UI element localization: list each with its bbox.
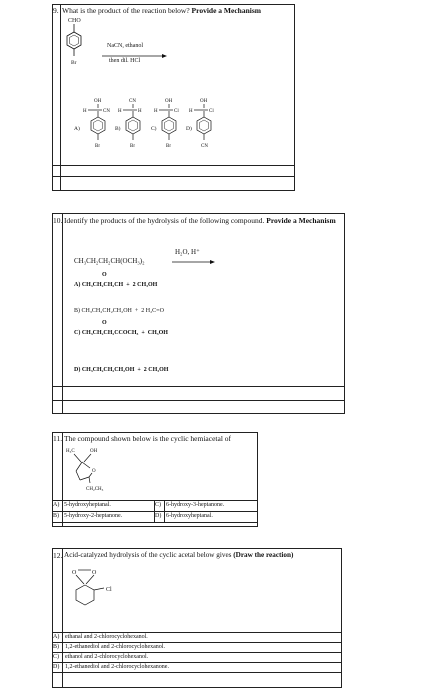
q11-col-line-a — [62, 500, 63, 522]
q9-instruction: Provide a Mechanism — [191, 6, 261, 15]
q12-row-line-2 — [52, 642, 342, 643]
q12-option-text[interactable]: ethanol and 2-chlorocyclohexanol. — [65, 654, 149, 660]
q9-option-top-group: OH — [165, 99, 173, 104]
q12-number: 12. — [53, 551, 63, 560]
q10-row-line-2 — [52, 400, 345, 401]
q11-oh-label: OH — [90, 449, 98, 454]
q10-num-divider — [62, 213, 63, 414]
q10-option-carbonyl-o: O — [102, 320, 107, 326]
q10-reactant: CH₃CH₂CH₂CH(OCH₃)₂ — [74, 257, 145, 265]
q9-option-right-group: H — [138, 109, 142, 114]
q9-option-structure — [178, 95, 228, 165]
q11-ethyl-label: CH₂CH₃ — [86, 487, 104, 492]
q9-option-left-group: H — [118, 109, 122, 114]
q11-option-letter[interactable]: C) — [155, 502, 161, 508]
q12-cl-label: Cl — [106, 587, 112, 593]
q12-question — [64, 551, 293, 560]
q10-number: 10. — [53, 216, 63, 225]
q12-instruction: (Draw the reaction) — [233, 551, 294, 559]
q9-option-right-group: Cl — [209, 109, 214, 114]
q9-option-para-group: CN — [201, 144, 208, 149]
q11-option-letter[interactable]: B) — [53, 513, 59, 519]
q10-option-carbonyl-o: O — [102, 272, 107, 278]
q9-option-benzene-ring — [197, 117, 211, 134]
q9-option-benzene-ring — [162, 117, 176, 134]
q11-option-letter[interactable]: D) — [155, 513, 162, 519]
q9-option-left-group: H — [189, 109, 193, 114]
q9-option-top-group: OH — [200, 99, 208, 104]
q11-hemiacetal-structure — [62, 444, 142, 494]
q11-question: The compound shown below is the cyclic hemiacetal of — [64, 434, 232, 443]
q11-number: 11. — [53, 434, 63, 443]
q12-option-letter[interactable]: C) — [53, 654, 59, 660]
q9-option-para-group: Br — [166, 144, 171, 149]
q10-question — [64, 216, 339, 225]
q10-option[interactable]: D) CH₃CH₂CH₂CH₂OH + 2 CH₃OH — [74, 367, 169, 373]
q9-option-letter: D) — [186, 126, 192, 132]
q10-reagent: H₂O, H⁺ — [175, 248, 200, 256]
q9-option-left-group: H — [154, 109, 158, 114]
q9-br-label: Br — [71, 60, 77, 66]
q9-row-line-2 — [52, 176, 295, 177]
q12-option-text[interactable]: 1,2-ethanediol and 2-chlorocyclohexanone. — [65, 664, 169, 670]
q11-option-text[interactable]: 6-hydroxyheptanal. — [166, 513, 213, 519]
q10-option[interactable]: C) CH₃CH₂CH₂CCOCH₃ + CH₃OH — [74, 330, 168, 336]
q12-row-line-5 — [52, 672, 342, 673]
q12-option-text[interactable]: ethanal and 2-chlorocyclohexanol. — [65, 634, 148, 640]
q10-question-text: Identify the products of the hydrolysis of the following compound. — [64, 216, 265, 225]
q12-o1-label: O — [72, 570, 77, 576]
q12-row-line-3 — [52, 652, 342, 653]
q11-o-label: O — [92, 469, 96, 474]
q9-option-right-group: CN — [103, 109, 110, 114]
q9-option-letter: C) — [151, 126, 157, 132]
q11-h3c-label: H₃C — [66, 449, 75, 454]
q9-option-para-group: Br — [130, 144, 135, 149]
q12-row-line-4 — [52, 662, 342, 663]
q10-reaction-arrow — [170, 258, 220, 266]
q11-option-text[interactable]: 5-hydroxy-2-heptanone. — [64, 513, 123, 519]
q9-option-top-group: OH — [94, 99, 102, 104]
q9-option-right-group: Cl — [174, 109, 179, 114]
q12-acetal-structure — [64, 566, 134, 626]
q11-col-line-c — [164, 500, 165, 522]
q9-question-text: What is the product of the reaction below? — [62, 6, 190, 15]
q10-option[interactable]: B) CH₃CH₂CH₂CH₂OH + 2 H₂C=O — [74, 308, 164, 314]
q9-row-line-1 — [52, 165, 295, 166]
q9-reactant-structure — [60, 14, 100, 84]
q12-option-letter[interactable]: A) — [53, 634, 60, 640]
q9-option-top-group: CN — [129, 99, 136, 104]
q12-option-text[interactable]: 1,2-ethanediol and 2-chlorocyclohexanol. — [65, 644, 165, 650]
q11-option-letter[interactable]: A) — [53, 502, 60, 508]
q9-reagent1: NaCN, ethanol — [107, 43, 143, 49]
q9-cho-label: CHO — [68, 18, 81, 24]
q10-option[interactable]: A) CH₃CH₂CH₂CH + 2 CH₃OH — [74, 282, 158, 288]
q10-instruction: Provide a Mechanism — [266, 216, 336, 225]
q9-number: 9. — [53, 6, 59, 15]
q11-row-line-1 — [52, 500, 258, 501]
q12-option-letter[interactable]: D) — [53, 664, 60, 670]
q11-row-line-3 — [52, 522, 258, 523]
q12-option-letter[interactable]: B) — [53, 644, 59, 650]
q12-o2-label: O — [92, 570, 97, 576]
q11-option-text[interactable]: 5-hydroxyheptanal. — [64, 502, 111, 508]
q9-option-para-group: Br — [95, 144, 100, 149]
q9-option-benzene-ring — [91, 117, 105, 134]
q11-row-line-2 — [52, 511, 258, 512]
q9-option-letter: B) — [115, 126, 121, 132]
q12-num-divider — [62, 548, 63, 688]
q11-option-text[interactable]: 6-hydroxy-3-heptanone. — [166, 502, 225, 508]
q9-option-letter: A) — [74, 126, 80, 132]
q9-option-benzene-ring — [126, 117, 140, 134]
q10-row-line-1 — [52, 386, 345, 387]
q12-row-line-1 — [52, 632, 342, 633]
q12-question-text: Acid-catalyzed hydrolysis of the cyclic acetal below gives — [64, 551, 232, 559]
q9-option-left-group: H — [83, 109, 87, 114]
q9-reagent2: then dil. HCl — [109, 58, 141, 64]
